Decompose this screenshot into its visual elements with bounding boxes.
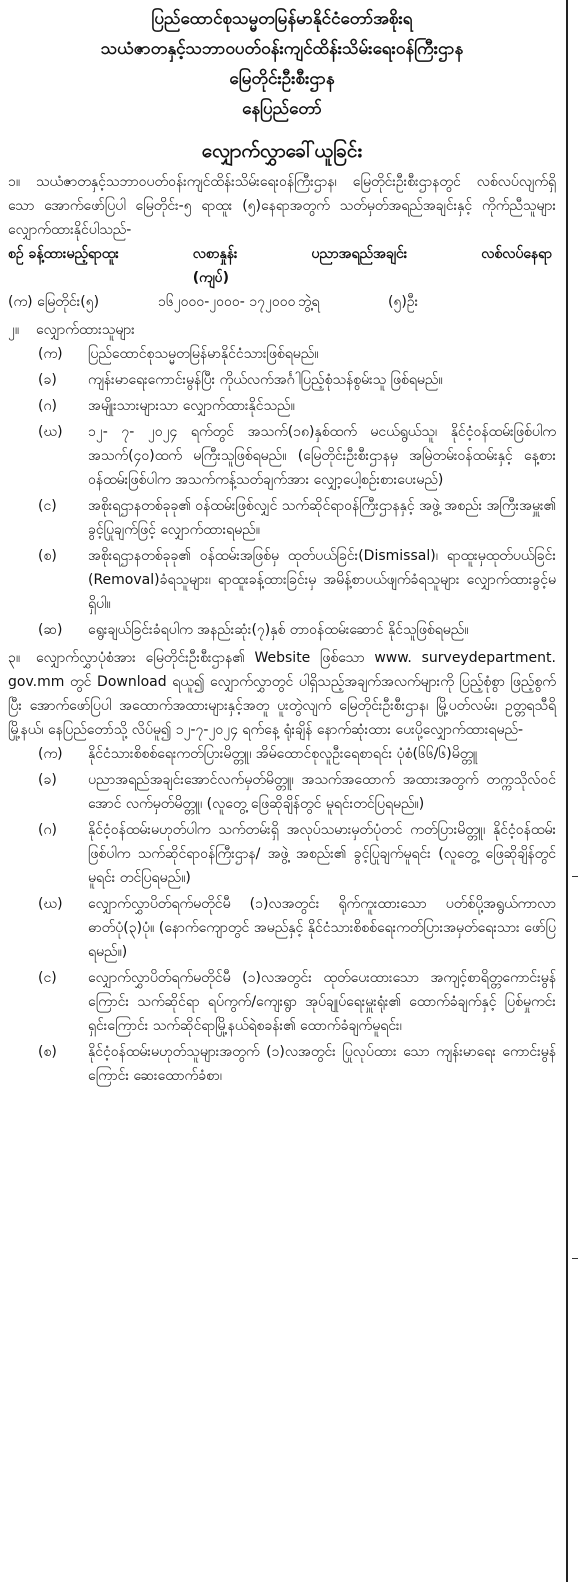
list-item: (င) အစိုးရဌာနတစ်ခုခု၏ ဝန်ထမ်းဖြစ်လျှင် သက်ဆိုင်ရာဝန်ကြီးဌာနနှင့် အဖွဲ့ အစည်း အကြီးအမှူး၏ ခွင့်ပြုချက်ဖြင့် လျှောက်ထားရမည်။ [38, 498, 556, 538]
list-item: (ဆ) ရွေးချယ်ခြင်းခံရပါက အနည်းဆုံး(၇)နှစ် တာဝန်ထမ်းဆောင် နိုင်သူဖြစ်ရမည်။ [38, 622, 469, 638]
list-item: (င) လျှောက်လွှာပိတ်ရက်မတိုင်မီ (၁)လအတွင်း ထုတ်ပေးထားသော အကျင့်စာရိတ္တကောင်းမွန်ကြောင်း သက်ဆိုင်ရာ ရပ်ကွက်/ကျေးရွာ အုပ်ချုပ်ရေးမှူးရုံး၏ ထောက်ခံချက်နှင့် ပြစ်မှုကင်းရှင်းကြောင်း သက်ဆိုင်ရာမြို့နယ်ရဲစခန်း၏ ထောက်ခံချက်မူရင်း၊ [38, 970, 556, 1034]
header-city: နေပြည်တော် [242, 99, 322, 119]
col-position: စဉ် ခန့်ထားမည့်ရာထူး [8, 246, 119, 262]
row-salary: ၁၆၂၀၀၀-၂၀၀၀- ၁၇၂၀၀၀ [158, 294, 296, 310]
list-item: (က) ပြည်ထောင်စုသမ္မတမြန်မာနိုင်ငံသားဖြစ်ရမည်။ [38, 346, 319, 362]
section-2-number: ၂။ [8, 322, 20, 338]
list-item: (ခ) ကျန်းမာရေးကောင်းမွန်ပြီး ကိုယ်လက်အင်္ဂါပြည့်စုံသန်စွမ်းသူ ဖြစ်ရမည်။ [38, 372, 443, 388]
margin-tick [572, 1258, 578, 1259]
list-item: (ဂ) အမျိုးသားများသာ လျှောက်ထားနိုင်သည်။ [38, 398, 295, 414]
list-item: (ဂ) နိုင်ငံ့ဝန်ထမ်းမဟုတ်ပါက သက်တမ်းရှိ အလုပ်သမားမှတ်ပုံတင် ကတ်ပြားမိတ္တူ၊ နိုင်ငံ့ဝန်ထမ်းဖြစ်ပါက သက်ဆိုင်ရာဝန်ကြီးဌာန/ အဖွဲ့ အစည်း၏ ခွင့်ပြုချက်မူရင်း (လူတွေ့ ဖြေဆိုချိန်တွင် မူရင်း တင်ပြရမည်။) [38, 822, 556, 886]
row-position: (က) မြေတိုင်း(၅) [8, 294, 100, 310]
section-2 [8, 318, 556, 342]
section-3-list [8, 742, 556, 1088]
col-vacancy: လစ်လပ်နေရာ [481, 246, 552, 262]
section-3-number: ၃။ [8, 650, 21, 666]
list-item: (ဃ) ၁၂- ၇- ၂၀၂၄ ရက်တွင် အသက်(၁၈)နှစ်ထက် မငယ်ရွယ်သူ၊ နိုင်ငံ့ဝန်ထမ်းဖြစ်ပါက အသက်(၄၀)ထက် မကြီးသူဖြစ်ရမည်။ (မြေတိုင်းဦးစီးဌာနမှ အမြဲတမ်းဝန်ထမ်းနှင့် နေ့စားဝန်ထမ်းဖြစ်ပါက အသက်ကန့်သတ်ချက်အား လျှော့ပေါ့စဉ်းစားပေးမည်) [38, 424, 556, 488]
header-government: ပြည်ထောင်စုသမ္မတမြန်မာနိုင်ငံတော်အစိုးရ [151, 9, 413, 29]
header-ministry: သယံဇာတနှင့်သဘာဝပတ်ဝန်းကျင်ထိန်းသိမ်းရေးဝန်ကြီးဌာန [100, 39, 464, 59]
row-vacancy: (၅)ဦး [388, 294, 419, 310]
margin-tick [572, 876, 578, 877]
section-1-number: ၁။ [8, 174, 21, 190]
vacancy-table-row [8, 290, 556, 314]
section-2-list [8, 342, 556, 642]
list-item: (ခ) ပညာအရည်အချင်းအောင်လက်မှတ်မိတ္တူ၊ အသက်အထောက် အထားအတွက် တက္ကသိုလ်ဝင်အောင် လက်မှတ်မိတ္တူ၊ (လူတွေ့ ဖြေဆိုချိန်တွင် မူရင်းတင်ပြရမည်။) [38, 772, 556, 812]
section-1 [8, 170, 556, 242]
section-3 [8, 646, 556, 742]
list-item: (စ) နိုင်ငံ့ဝန်ထမ်းမဟုတ်သူများအတွက် (၁)လအတွင်း ပြုလုပ်ထား သော ကျန်းမာရေး ကောင်းမွန်ကြောင်း ဆေးထောက်ခံစာ၊ [38, 1044, 556, 1084]
col-education: ပညာအရည်အချင်း [311, 246, 408, 262]
section-1-text: သယံဇာတနှင့်သဘာဝပတ်ဝန်းကျင်ထိန်းသိမ်းရေးဝန်ကြီးဌာန၊ မြေတိုင်းဦးစီးဌာနတွင် လစ်လပ်လျက်ရှိသော အောက်ဖော်ပြပါ မြေတိုင်း-၅ ရာထူး (၅)နေရာအတွက် သတ်မှတ်အရည်အချင်းနှင့် ကိုက်ညီသူများ လျှောက်ထားနိုင်ပါသည်- [8, 174, 556, 238]
page-title: လျှောက်လွှာခေါ်ယူခြင်း [201, 140, 363, 162]
section-3-text: လျှောက်လွှာပုံစံအား မြေတိုင်းဦးစီးဌာန၏ Website ဖြစ်သော www. surveydepartment. gov.mm တွင် Download ရယူ၍ လျှောက်လွှာတွင် ပါရှိသည့်အချက်အလက်များကို ပြည့်စုံစွာ ဖြည့်စွက်ပြီး အောက်ဖော်ပြပါ အထောက်အထားများနှင့်အတူ ပူးတွဲလျက် မြေတိုင်းဦးစီးဌာန၊ မြို့ပတ်လမ်း၊ ဥတ္တရသီရိမြို့နယ်၊ နေပြည်တော်သို့ လိပ်မူ၍ ၁၂-၇-၂၀၂၄ ရက်နေ့ ရုံးချိန် နောက်ဆုံးထား ပေးပို့လျှောက်ထားရမည်- [8, 650, 556, 738]
header-department: မြေတိုင်းဦးစီးဌာန [229, 69, 335, 89]
list-item: (က) နိုင်ငံသားစိစစ်ရေးကတ်ပြားမိတ္တူ၊ အိမ်ထောင်စုလူဦးရေစာရင်း ပုံစံ(၆၆/၆)မိတ္တူ [38, 746, 478, 762]
row-education: ဘွဲ့ရ [298, 294, 320, 310]
vacancy-table-header [8, 242, 556, 290]
col-salary: လစာနှုန်း (ကျပ်) [192, 246, 238, 286]
list-item: (ဃ) လျှောက်လွှာပိတ်ရက်မတိုင်မီ (၁)လအတွင်း ရိုက်ကူးထားသော ပတ်စ်ပို့အရွယ်ကာလာ ဓာတ်ပုံ(၃)ပုံ။ (နောက်ကျောတွင် အမည်နှင့် နိုင်ငံသားစိစစ်ရေးကတ်ပြားအမှတ်ရေးသား ဖော်ပြရမည်။) [38, 896, 556, 960]
list-item: (စ) အစိုးရဌာနတစ်ခုခု၏ ဝန်ထမ်းအဖြစ်မှ ထုတ်ပယ်ခြင်း(Dismissal)၊ ရာထူးမှထုတ်ပယ်ခြင်း (Removal)ခံရသူများ၊ ရာထူးခန့်ထားခြင်းမှ အမိန့်စာပယ်ဖျက်ခံရသူများ လျှောက်ထားခွင့်မရှိပါ။ [38, 548, 556, 612]
col-salary-unit: (ကျပ်) [192, 270, 230, 286]
section-2-heading: လျှောက်ထားသူများ [36, 322, 135, 338]
